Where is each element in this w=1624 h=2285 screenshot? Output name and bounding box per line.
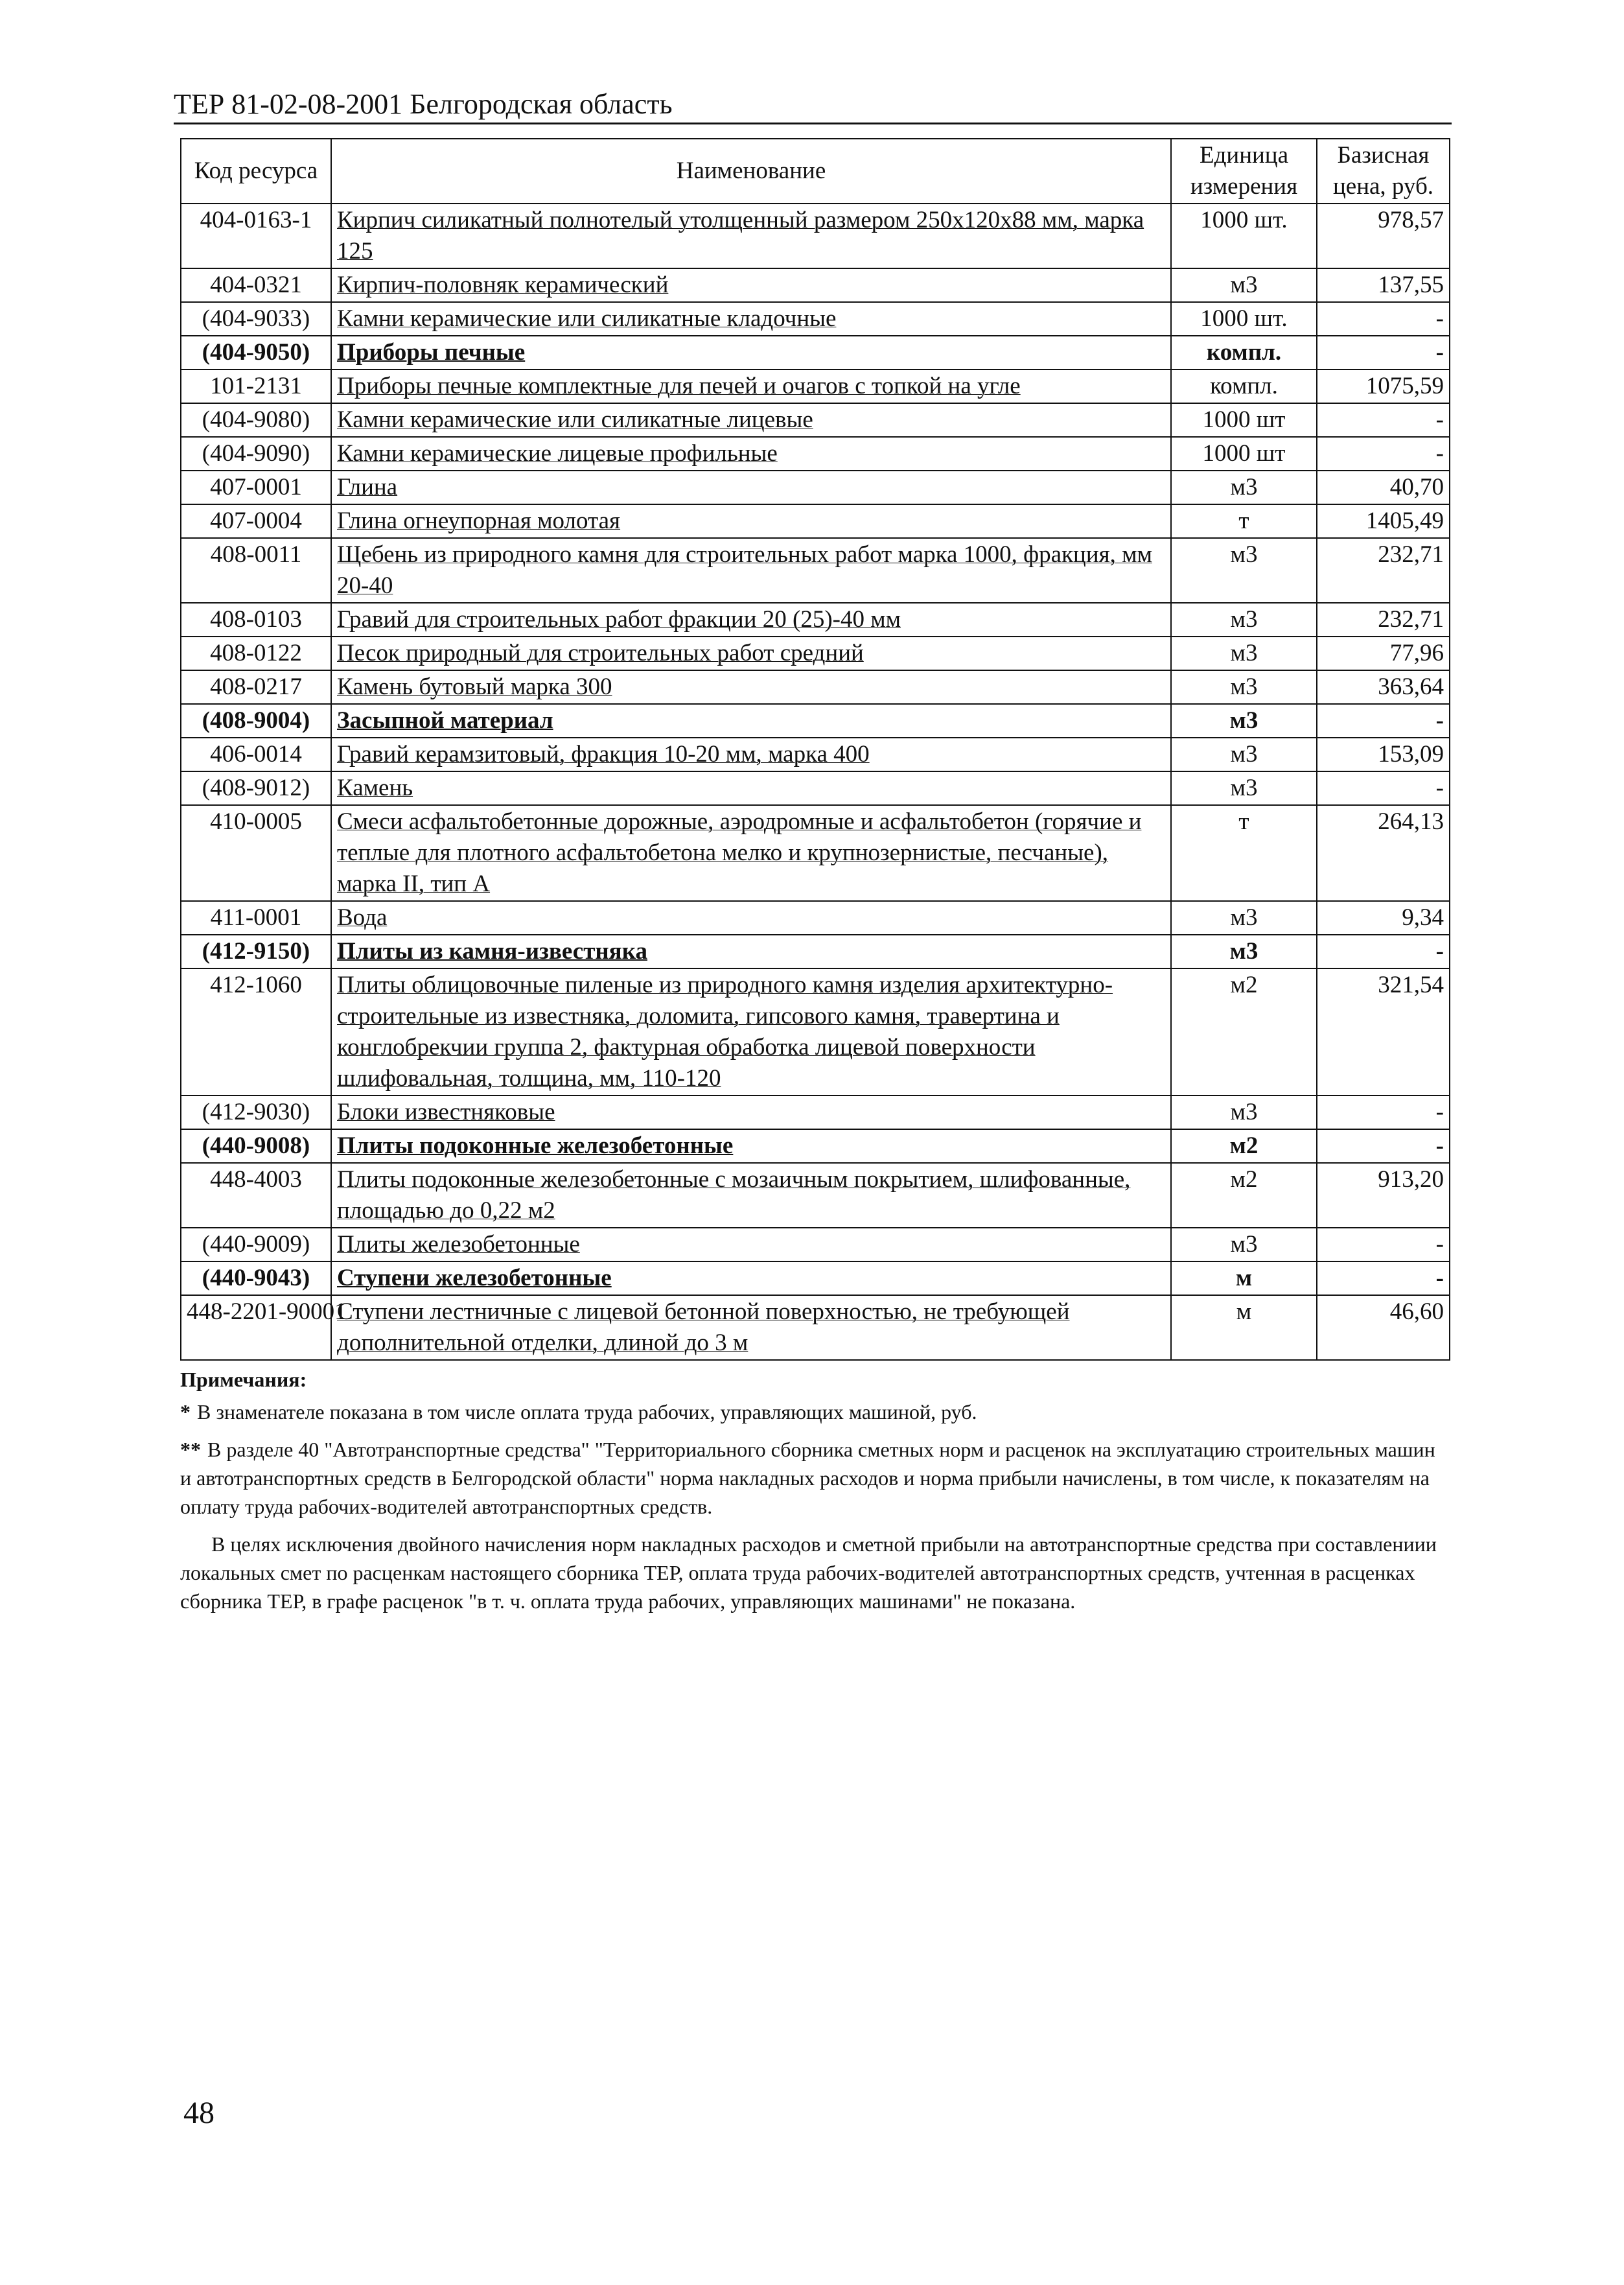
cell-name: Кирпич-половняк керамический [331, 268, 1171, 302]
cell-name: Песок природный для строительных работ средний [331, 637, 1171, 670]
cell-price: 232,71 [1317, 603, 1450, 637]
cell-code: (404-9090) [181, 437, 331, 471]
notes-section [180, 1365, 1450, 1624]
cell-code: 448-4003 [181, 1163, 331, 1228]
table-row [181, 603, 1450, 637]
cell-code: (440-9043) [181, 1261, 331, 1295]
table-row [181, 302, 1450, 336]
cell-code: 408-0122 [181, 637, 331, 670]
cell-price: - [1317, 935, 1450, 968]
page-number: 48 [183, 2096, 215, 2130]
note-1-mark: * [180, 1400, 191, 1424]
cell-name: Глина огнеупорная молотая [331, 504, 1171, 538]
cell-unit: компл. [1171, 336, 1317, 369]
cell-name: Кирпич силикатный полнотелый утолщенный размером 250х120х88 мм, марка 125 [331, 204, 1171, 268]
cell-name: Камни керамические или силикатные кладочные [331, 302, 1171, 336]
cell-unit: м2 [1171, 1163, 1317, 1228]
cell-name: Смеси асфальтобетонные дорожные, аэродромные и асфальтобетон (горячие и теплые для плотного асфальтобетона мелко и крупнозернистые, песчаные), марка II, тип А [331, 805, 1171, 901]
cell-unit: м3 [1171, 901, 1317, 935]
table-row [181, 738, 1450, 771]
table-row [181, 1096, 1450, 1129]
cell-unit: м3 [1171, 704, 1317, 738]
cell-name: Плиты облицовочные пиленые из природного камня изделия архитектурно-строительные из известняка, доломита, гипсового камня, травертина и конглобрекчии группа 2, фактурная обработка лицевой поверхности шлифовальная, толщина, мм, 110-120 [331, 968, 1171, 1096]
cell-name: Гравий для строительных работ фракции 20 (25)-40 мм [331, 603, 1171, 637]
cell-unit: компл. [1171, 369, 1317, 403]
cell-unit: м [1171, 1261, 1317, 1295]
cell-price: 77,96 [1317, 637, 1450, 670]
column-header-code: Код ресурса [181, 139, 331, 204]
note-1-text: В знаменателе показана в том числе оплата труда рабочих, управляющих машиной, руб. [197, 1400, 977, 1424]
cell-price: 137,55 [1317, 268, 1450, 302]
cell-unit: т [1171, 805, 1317, 901]
cell-name: Плиты железобетонные [331, 1228, 1171, 1261]
cell-name: Гравий керамзитовый, фракция 10-20 мм, марка 400 [331, 738, 1171, 771]
note-3: В целях исключения двойного начисления норм накладных расходов и сметной прибыли на автотранспортные средства при составлениии локальных смет по расценкам настоящего сборника ТЕР, оплата труда рабочих-водителей автотранспортных средств, учтенная в расценках сборника ТЕР, в графе расценок "в т. ч. оплата труда рабочих, управляющих машинами" не показана. [180, 1532, 1437, 1613]
cell-name: Плиты подоконные железобетонные [331, 1129, 1171, 1163]
cell-code: (404-9033) [181, 302, 331, 336]
cell-code: 404-0163-1 [181, 204, 331, 268]
cell-name: Камни керамические или силикатные лицевые [331, 403, 1171, 437]
cell-unit: м2 [1171, 968, 1317, 1096]
cell-name: Засыпной материал [331, 704, 1171, 738]
cell-unit: м [1171, 1295, 1317, 1360]
cell-name: Ступени лестничные с лицевой бетонной поверхностью, не требующей дополнительной отделки, длиной до 3 м [331, 1295, 1171, 1360]
cell-unit: м2 [1171, 1129, 1317, 1163]
cell-price: 46,60 [1317, 1295, 1450, 1360]
table-row [181, 336, 1450, 369]
cell-name: Блоки известняковые [331, 1096, 1171, 1129]
resource-price-table [180, 138, 1450, 1361]
cell-code: 406-0014 [181, 738, 331, 771]
cell-price: 40,70 [1317, 471, 1450, 504]
table-row [181, 268, 1450, 302]
cell-name: Вода [331, 901, 1171, 935]
table-row [181, 901, 1450, 935]
cell-code: (412-9150) [181, 935, 331, 968]
cell-code: 410-0005 [181, 805, 331, 901]
cell-name: Плиты подоконные железобетонные с мозаичным покрытием, шлифованные, площадью до 0,22 м2 [331, 1163, 1171, 1228]
column-header-price: Базисная цена, руб. [1317, 139, 1450, 204]
cell-price: - [1317, 403, 1450, 437]
cell-price: - [1317, 302, 1450, 336]
column-header-unit: Единица измерения [1171, 139, 1317, 204]
cell-unit: м3 [1171, 738, 1317, 771]
cell-unit: м3 [1171, 637, 1317, 670]
cell-code: (404-9080) [181, 403, 331, 437]
cell-price: - [1317, 1129, 1450, 1163]
cell-price: - [1317, 771, 1450, 805]
cell-code: 407-0004 [181, 504, 331, 538]
table-row [181, 1295, 1450, 1360]
cell-name: Ступени железобетонные [331, 1261, 1171, 1295]
cell-code: (404-9050) [181, 336, 331, 369]
table-row [181, 204, 1450, 268]
cell-name: Приборы печные комплектные для печей и очагов с топкой на угле [331, 369, 1171, 403]
cell-code: (440-9009) [181, 1228, 331, 1261]
cell-price: - [1317, 437, 1450, 471]
table-row [181, 437, 1450, 471]
cell-price: 1075,59 [1317, 369, 1450, 403]
table-header-row [181, 139, 1450, 204]
cell-name: Щебень из природного камня для строительных работ марка 1000, фракция, мм 20-40 [331, 538, 1171, 603]
note-2-mark: ** [180, 1438, 201, 1461]
cell-price: 363,64 [1317, 670, 1450, 704]
cell-price: 264,13 [1317, 805, 1450, 901]
cell-code: 412-1060 [181, 968, 331, 1096]
table-row [181, 805, 1450, 901]
cell-unit: м3 [1171, 771, 1317, 805]
cell-price: 978,57 [1317, 204, 1450, 268]
cell-name: Приборы печные [331, 336, 1171, 369]
table-row [181, 1129, 1450, 1163]
cell-unit: м3 [1171, 1228, 1317, 1261]
table-row [181, 1163, 1450, 1228]
cell-price: 1405,49 [1317, 504, 1450, 538]
cell-code: 404-0321 [181, 268, 331, 302]
cell-code: 411-0001 [181, 901, 331, 935]
cell-code: 408-0217 [181, 670, 331, 704]
cell-price: - [1317, 1096, 1450, 1129]
table-row [181, 935, 1450, 968]
table-row [181, 670, 1450, 704]
cell-price: - [1317, 336, 1450, 369]
cell-name: Камень [331, 771, 1171, 805]
note-2 [180, 1435, 1450, 1521]
cell-code: 408-0011 [181, 538, 331, 603]
cell-unit: 1000 шт. [1171, 204, 1317, 268]
cell-unit: 1000 шт. [1171, 302, 1317, 336]
cell-name: Камни керамические лицевые профильные [331, 437, 1171, 471]
cell-name: Плиты из камня-известняка [331, 935, 1171, 968]
cell-name: Глина [331, 471, 1171, 504]
column-header-name: Наименование [331, 139, 1171, 204]
table-row [181, 471, 1450, 504]
cell-price: 232,71 [1317, 538, 1450, 603]
cell-unit: 1000 шт [1171, 437, 1317, 471]
cell-price: 9,34 [1317, 901, 1450, 935]
cell-unit: м3 [1171, 268, 1317, 302]
cell-unit: м3 [1171, 670, 1317, 704]
note-1 [180, 1398, 1450, 1426]
cell-unit: м3 [1171, 471, 1317, 504]
cell-code: 408-0103 [181, 603, 331, 637]
table-row [181, 504, 1450, 538]
cell-price: - [1317, 1261, 1450, 1295]
cell-price: 913,20 [1317, 1163, 1450, 1228]
cell-unit: 1000 шт [1171, 403, 1317, 437]
note-2-text: В разделе 40 "Автотранспортные средства" "Территориального сборника сметных норм и расценок на эксплуатацию строительных машин и автотранспортных средств в Белгородской области" норма накладных расходов и норма прибыли начислены, в том числе, к показателям на оплату труда рабочих-водителей автотранспортных средств. [180, 1438, 1435, 1518]
cell-code: (412-9030) [181, 1096, 331, 1129]
cell-price: - [1317, 1228, 1450, 1261]
cell-code: (440-9008) [181, 1129, 331, 1163]
table-body [181, 204, 1450, 1360]
cell-code: (408-9004) [181, 704, 331, 738]
document-header: ТЕР 81-02-08-2001 Белгородская область [174, 88, 1452, 124]
table-row [181, 538, 1450, 603]
table-row [181, 369, 1450, 403]
table-row [181, 1228, 1450, 1261]
notes-title: Примечания: [180, 1368, 307, 1391]
cell-unit: т [1171, 504, 1317, 538]
cell-name: Камень бутовый марка 300 [331, 670, 1171, 704]
cell-unit: м3 [1171, 1096, 1317, 1129]
table-row [181, 704, 1450, 738]
cell-code: (408-9012) [181, 771, 331, 805]
table-row [181, 637, 1450, 670]
table-row [181, 968, 1450, 1096]
cell-unit: м3 [1171, 538, 1317, 603]
cell-code: 448-2201-90001 [181, 1295, 331, 1360]
cell-price: 153,09 [1317, 738, 1450, 771]
cell-unit: м3 [1171, 603, 1317, 637]
cell-code: 407-0001 [181, 471, 331, 504]
cell-price: - [1317, 704, 1450, 738]
table-row [181, 771, 1450, 805]
cell-unit: м3 [1171, 935, 1317, 968]
cell-code: 101-2131 [181, 369, 331, 403]
table-row [181, 403, 1450, 437]
cell-price: 321,54 [1317, 968, 1450, 1096]
table-row [181, 1261, 1450, 1295]
